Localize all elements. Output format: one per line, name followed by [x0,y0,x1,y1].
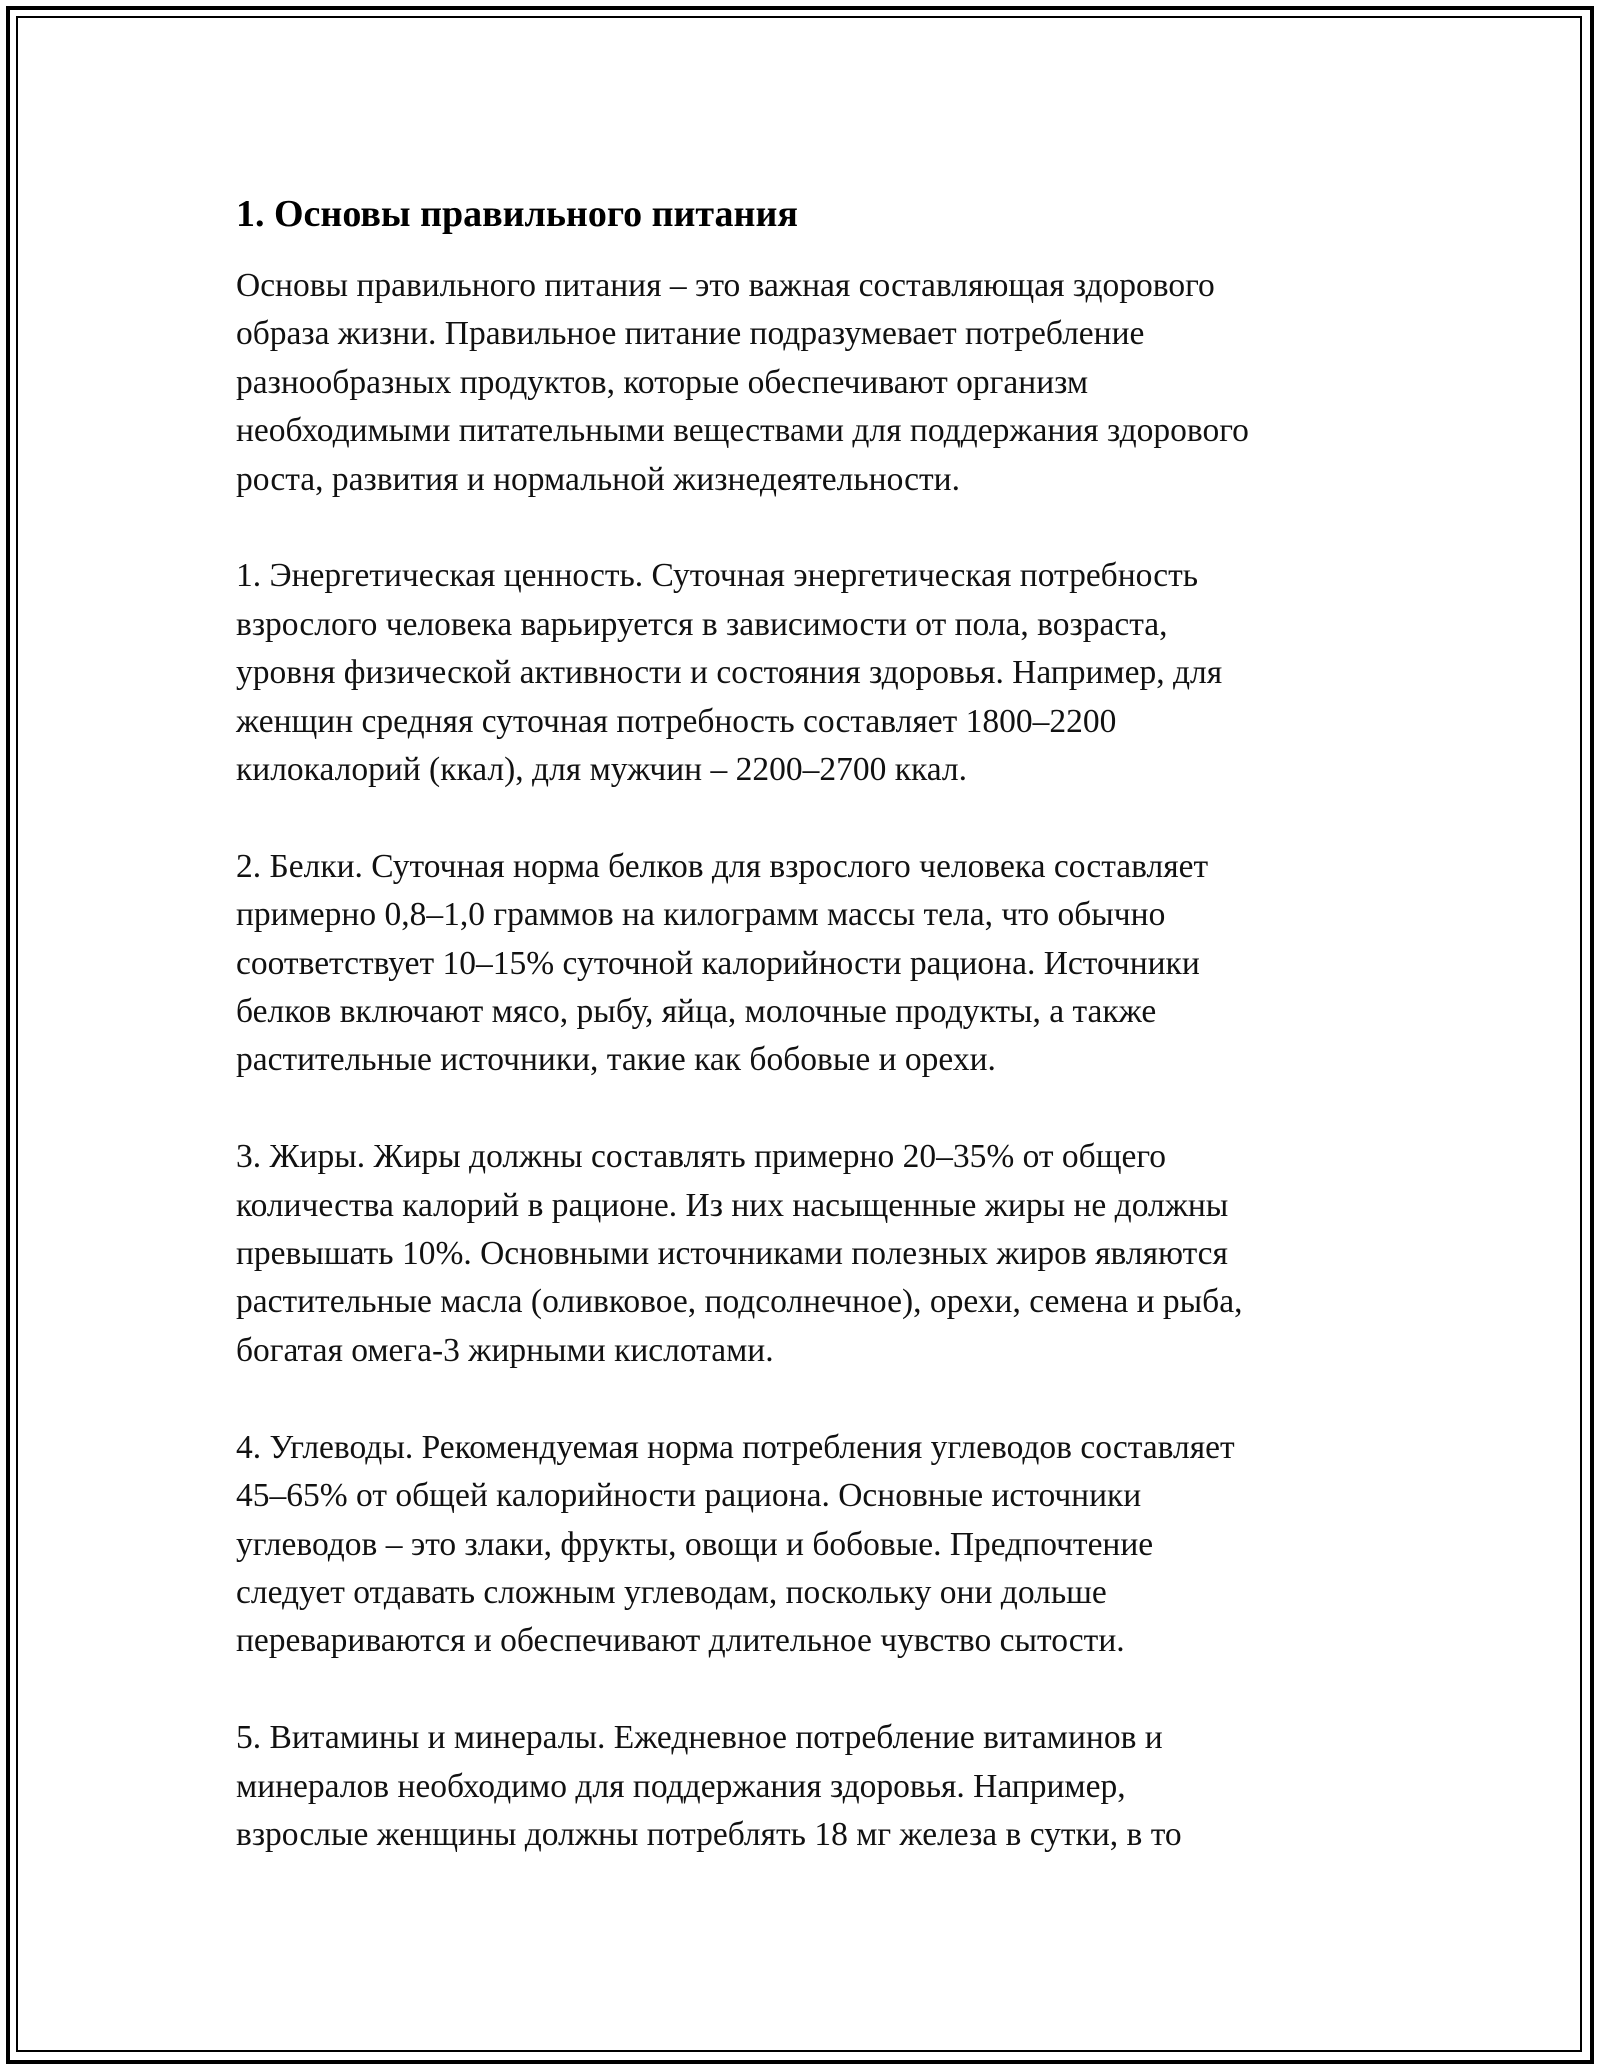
text-line: белков включают мясо, рыбу, яйца, молочные продукты, а также [236,993,1157,1031]
paragraph-vitamins [236,1714,1356,1859]
section-heading: 1. Основы правильного питания [236,193,798,235]
text-line: взрослые женщины должны потреблять 18 мг железа в сутки, в то [236,1815,1182,1853]
text-line: следует отдавать сложным углеводам, поскольку они дольше [236,1573,1107,1611]
text-line: 1. Энергетическая ценность. Суточная энергетическая потребность [236,557,1199,595]
text-line: 4. Углеводы. Рекомендуемая норма потребления углеводов составляет [236,1428,1235,1466]
text-line: килокалорий (ккал), для мужчин – 2200–2700 ккал. [236,751,968,789]
text-line: 2. Белки. Суточная норма белков для взрослого человека составляет [236,847,1209,885]
text-line: образа жизни. Правильное питание подразумевает потребление [236,315,1145,353]
paragraph-energy [236,552,1356,794]
text-line: растительные источники, такие как бобовые и орехи. [236,1041,996,1079]
text-line: уровня физической активности и состояния здоровья. Например, для [236,654,1223,692]
text-line: минералов необходимо для поддержания здоровья. Например, [236,1767,1126,1805]
text-line: растительные масла (оливковое, подсолнечное), орехи, семена и рыба, [236,1283,1243,1321]
text-line: 45–65% от общей калорийности рациона. Основные источники [236,1477,1142,1515]
text-line: разнообразных продуктов, которые обеспечивают организм [236,363,1089,401]
text-line: женщин средняя суточная потребность составляет 1800–2200 [236,702,1117,740]
text-line: необходимыми питательными веществами для поддержания здорового [236,412,1249,450]
text-line: 3. Жиры. Жиры должны составлять примерно 20–35% от общего [236,1138,1167,1176]
text-line: углеводов – это злаки, фрукты, овощи и бобовые. Предпочтение [236,1525,1154,1563]
paragraph-carbohydrates [236,1424,1356,1666]
paragraph-proteins [236,843,1356,1085]
document-body [236,190,1356,1908]
text-line: 5. Витамины и минералы. Ежедневное потребление витаминов и [236,1719,1163,1757]
text-line: богатая омега-3 жирными кислотами. [236,1331,774,1369]
text-line: перевариваются и обеспечивают длительное чувство сытости. [236,1622,1125,1660]
text-line: взрослого человека варьируется в зависимости от пола, возраста, [236,605,1168,643]
text-line: превышать 10%. Основными источниками полезных жиров являются [236,1235,1228,1273]
paragraph-fats [236,1133,1356,1375]
text-line: соответствует 10–15% суточной калорийности рациона. Источники [236,944,1200,982]
text-line: Основы правильного питания – это важная составляющая здорового [236,267,1215,304]
paragraph-intro [236,262,1356,504]
text-line: количества калорий в рационе. Из них насыщенные жиры не должны [236,1186,1229,1224]
text-line: роста, развития и нормальной жизнедеятельности. [236,460,960,498]
text-line: примерно 0,8–1,0 граммов на килограмм массы тела, что обычно [236,896,1166,934]
